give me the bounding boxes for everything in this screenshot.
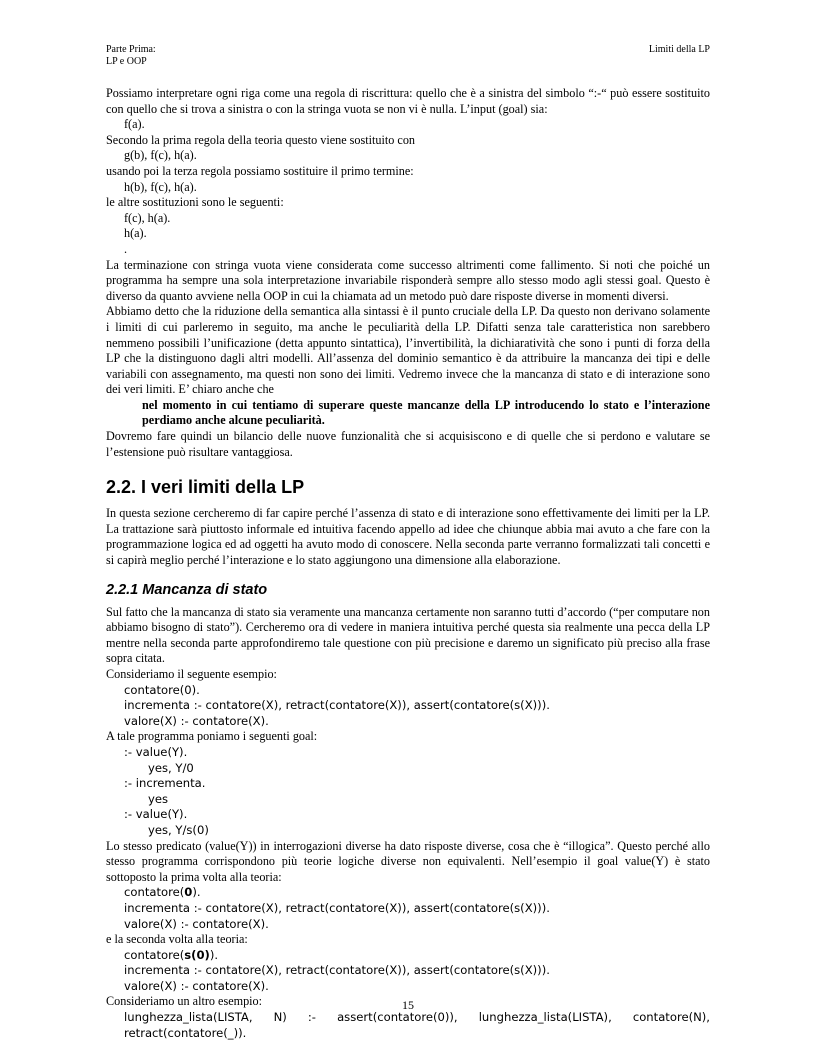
code-fragment: ).: [192, 885, 201, 900]
formula-line: f(a).: [124, 117, 145, 132]
running-header-left: [106, 44, 156, 68]
code-fragment: ).: [209, 947, 219, 962]
formula-line: h(b), f(c), h(a).: [124, 179, 197, 194]
code-fragment: contatore(: [124, 947, 185, 962]
running-header-right: Limiti della LP: [648, 44, 710, 55]
formula-line: f(c), h(a).: [124, 210, 171, 225]
header-subtitle: LP e OOP: [106, 56, 147, 67]
formula-line: h(a).: [124, 226, 147, 241]
code-answer: yes, Y/s(0): [148, 822, 209, 837]
code-line: :- value(Y).: [124, 744, 188, 759]
emphasis-statement: nel momento in cui tentiamo di superare queste mancanze della LP introducendo lo stato e l’interazione perdiamo anche alcune peculiarità.: [142, 397, 710, 428]
page-body: [106, 86, 710, 1041]
code-highlight: s(0): [184, 947, 210, 962]
paragraph: Possiamo interpretare ogni riga come una regola di riscrittura: quello che è a sinistra del simbolo “:-“ può essere sostituito con quello che si trova a sinistra o con la stringa vuota se non vi è nulla. L’input (goal) sia:: [106, 86, 710, 116]
paragraph: usando poi la terza regola possiamo sostituire il primo termine:: [106, 163, 414, 178]
paragraph: Consideriamo un altro esempio:: [106, 994, 263, 1009]
header-part: Parte Prima:: [106, 44, 156, 55]
code-line: incrementa :- contatore(X), retract(contatore(X)), assert(contatore(s(X))).: [124, 698, 550, 713]
paragraph: A tale programma poniamo i seguenti goal:: [106, 729, 318, 744]
section-heading: 2.2. I veri limiti della LP: [106, 477, 305, 498]
code-fragment: contatore(: [124, 885, 185, 900]
paragraph: La terminazione con stringa vuota viene considerata come successo altrimenti come fallimento. Si noti che poiché un programma ha sempre una sola interpretazione invariabile risponderà sempre allo stesso modo agli stessi goal. Questo è diverso da quanto avviene nella OOP in cui la chiamata ad un metodo può dare risposte diverse in momenti diversi.: [106, 257, 710, 303]
paragraph: Consideriamo il seguente esempio:: [106, 667, 277, 681]
paragraph: Sul fatto che la mancanza di stato sia veramente una mancanza certamente non saranno tutti d’accordo (“per computare non abbiamo bisogno di stato”). Cercheremo ora di vedere in maniera intuitiva perché questa sia realmente una pecca della LP mentre nella seconda parte approfondiremo tale questione con più precisione e daremo un significato più preciso alla frase sopra citata.: [106, 604, 710, 666]
paragraph: Secondo la prima regola della teoria questo viene sostituito con: [106, 132, 416, 147]
code-line: valore(X) :- contatore(X).: [124, 916, 269, 931]
paragraph: le altre sostituzioni sono le seguenti:: [106, 195, 284, 210]
code-highlight: 0: [184, 885, 193, 900]
page-number: 15: [402, 998, 414, 1012]
code-line: :- incrementa.: [124, 776, 206, 791]
code-line: lunghezza_lista(LISTA, N) :- assert(contatore(0)), lunghezza_lista(LISTA), contatore(N), retract(contatore(_)).: [124, 1010, 710, 1040]
code-answer: yes: [148, 791, 169, 806]
code-line: valore(X) :- contatore(X).: [124, 713, 269, 728]
code-line: contatore(0).: [124, 682, 200, 697]
code-line: [106, 885, 710, 901]
code-line: valore(X) :- contatore(X).: [124, 978, 269, 993]
formula-line: .: [124, 241, 128, 256]
paragraph: e la seconda volta alla teoria:: [106, 932, 248, 947]
code-line: incrementa :- contatore(X), retract(contatore(X)), assert(contatore(s(X))).: [124, 900, 550, 915]
paragraph: In questa sezione cercheremo di far capire perché l’assenza di stato e di interazione sono effettivamente dei limiti per la LP. La trattazione sarà piuttosto informale ed intuitiva facendo appello ad idee che chiunque abbia mai avuto a che fare con la programmazione logica ed ad oggetti ha avuto modo di conoscere. Nella seconda parte verranno formalizzati tali concetti e si capirà meglio perché l’interazione e lo stato aggiungono una dimensione alla elaborazione.: [106, 506, 710, 568]
paragraph: Dovremo fare quindi un bilancio delle nuove funzionalità che si acquisiscono e di quelle che si perdono e valutare se l’estensione può risultare vantaggiosa.: [106, 429, 710, 459]
paragraph: Lo stesso predicato (value(Y)) in interrogazioni diverse ha dato risposte diverse, cosa che è “illogica”. Questo perché allo stesso programma corrispondono più teorie logiche diverse non equivalenti. Nell’esempio il goal value(Y) è stato sottoposto la prima volta alla teoria:: [106, 838, 710, 884]
code-line: incrementa :- contatore(X), retract(contatore(X)), assert(contatore(s(X))).: [124, 963, 550, 978]
code-line: [106, 948, 710, 964]
code-answer: yes, Y/0: [148, 760, 194, 775]
formula-line: g(b), f(c), h(a).: [124, 148, 197, 163]
code-line: :- value(Y).: [124, 807, 188, 822]
paragraph: Abbiamo detto che la riduzione della semantica alla sintassi è il punto cruciale della LP. Da questo non derivano solamente i limiti di cui parleremo in seguito, ma anche le peculiarità della LP. Difatti senza tale caratteristica non sarebbero nemmeno possibili l’unificazione (detta appunto sintattica), l’invertibilità, la dichiaratività che sono i punti di forza della LP che la distinguono dagli altri modelli. All’assenza del dominio semantico è da attribuire la mancanza dei tipi e delle variabili con assegnamento, ma questi non sono dei limiti. Vedremo invece che la mancanza di stato e di interazione sono dei veri limiti. E’ chiaro anche che: [106, 304, 710, 397]
subsection-heading: 2.2.1 Mancanza di stato: [106, 581, 268, 598]
